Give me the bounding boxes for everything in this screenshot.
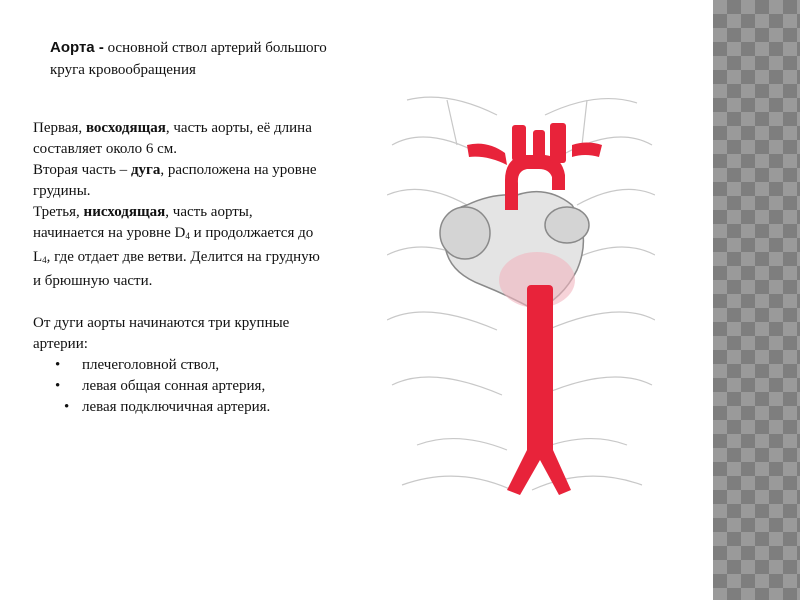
list-item <box>33 376 323 397</box>
bullet-icon: • <box>55 378 61 394</box>
text-segment: , где отдает две ветви. Делится на грудную и брюшную части. <box>33 249 320 289</box>
title-lead: Аорта - <box>50 39 104 56</box>
text-segment: Первая, <box>33 120 86 136</box>
list-item-text: левая общая сонная артерия, <box>82 378 266 394</box>
text-segment: , часть аорты, начинается на уровне D <box>33 204 253 241</box>
term-descending: нисходящая <box>83 204 166 220</box>
subscript: 4 <box>42 255 47 265</box>
branches-intro: От дуги аорты начинаются три крупные артерии: <box>33 315 290 352</box>
term-ascending: восходящая <box>85 120 166 136</box>
title-rest: основной ствол артерий большого круга кровообращения <box>50 40 327 78</box>
decorative-sidebar <box>713 0 800 600</box>
text-segment: Вторая часть – <box>33 162 131 178</box>
slide-body <box>33 118 323 418</box>
branches-list <box>33 355 323 418</box>
term-arch: дуга <box>130 162 161 178</box>
list-item <box>33 355 323 376</box>
list-item-text: левая подключичная артерия. <box>82 399 271 415</box>
text-segment: и продолжается до L <box>33 225 314 265</box>
list-item <box>33 397 323 418</box>
text-segment: Третья, <box>33 204 84 220</box>
bullet-icon: • <box>55 357 61 373</box>
text-segment: , часть аорты, её длина составляет около 6 см. <box>33 120 312 157</box>
subscript: 4 <box>185 231 190 241</box>
bullet-icon: • <box>64 399 70 415</box>
text-segment: , расположена на уровне грудины. <box>33 162 317 199</box>
slide-title <box>50 37 330 81</box>
list-item-text: плечеголовной ствол, <box>82 357 220 373</box>
aorta-illustration <box>387 85 655 505</box>
paragraph-aorta-parts <box>33 118 323 292</box>
